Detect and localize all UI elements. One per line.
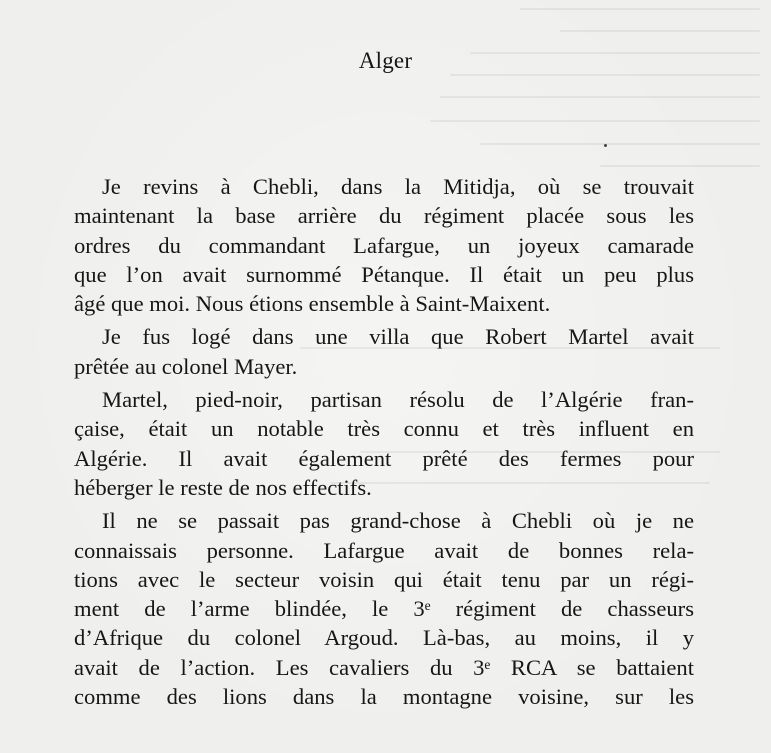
text-line: Martel, pied-noir, partisan résolu de l’Algérie fran- — [102, 387, 694, 413]
page-speck — [604, 144, 607, 147]
text-line: Algérie. Il avait également prêté des fermes pour — [74, 445, 694, 471]
text-line: Je revins à Chebli, dans la Mitidja, où se trouvait — [102, 174, 694, 199]
text-line: d’Afrique du colonel Argoud. Là-bas, au moins, il y — [74, 625, 694, 651]
text-line: connaissais personne. Lafargue avait de bonnes rela- — [74, 537, 694, 563]
text-line: maintenant la base arrière du régiment placée sous les — [74, 203, 694, 229]
text-line: Il ne se passait pas grand-chose à Chebli où je ne — [102, 508, 694, 534]
text-line: ordres du commandant Lafargue, un joyeux camarade — [74, 232, 694, 258]
text-line: comme des lions dans la montagne voisine, sur les — [74, 684, 694, 710]
text-line: que l’on avait surnommé Pétanque. Il était un peu plus — [74, 261, 694, 287]
paragraph — [74, 506, 694, 711]
paragraph — [74, 322, 694, 381]
text-line: ment de l’arme blindée, le 3ᵉ régiment de chasseurs — [74, 596, 694, 622]
paragraph — [74, 172, 694, 318]
paragraph — [74, 385, 694, 502]
text-line: çaise, était un notable très connu et très influent en — [74, 416, 694, 442]
chapter-title: Alger — [358, 48, 413, 73]
text-line: tions avec le secteur voisin qui était tenu par un régi- — [74, 566, 694, 592]
text-line: âgé que moi. Nous étions ensemble à Saint-Maixent. — [74, 291, 551, 317]
text-line: avait de l’action. Les cavaliers du 3ᵉ RCA se battaient — [74, 654, 694, 680]
text-line: prêtée au colonel Mayer. — [74, 353, 298, 379]
text-line: Je fus logé dans une villa que Robert Martel avait — [102, 324, 694, 350]
text-line: héberger le reste de nos effectifs. — [74, 474, 372, 500]
body-text — [74, 172, 694, 711]
